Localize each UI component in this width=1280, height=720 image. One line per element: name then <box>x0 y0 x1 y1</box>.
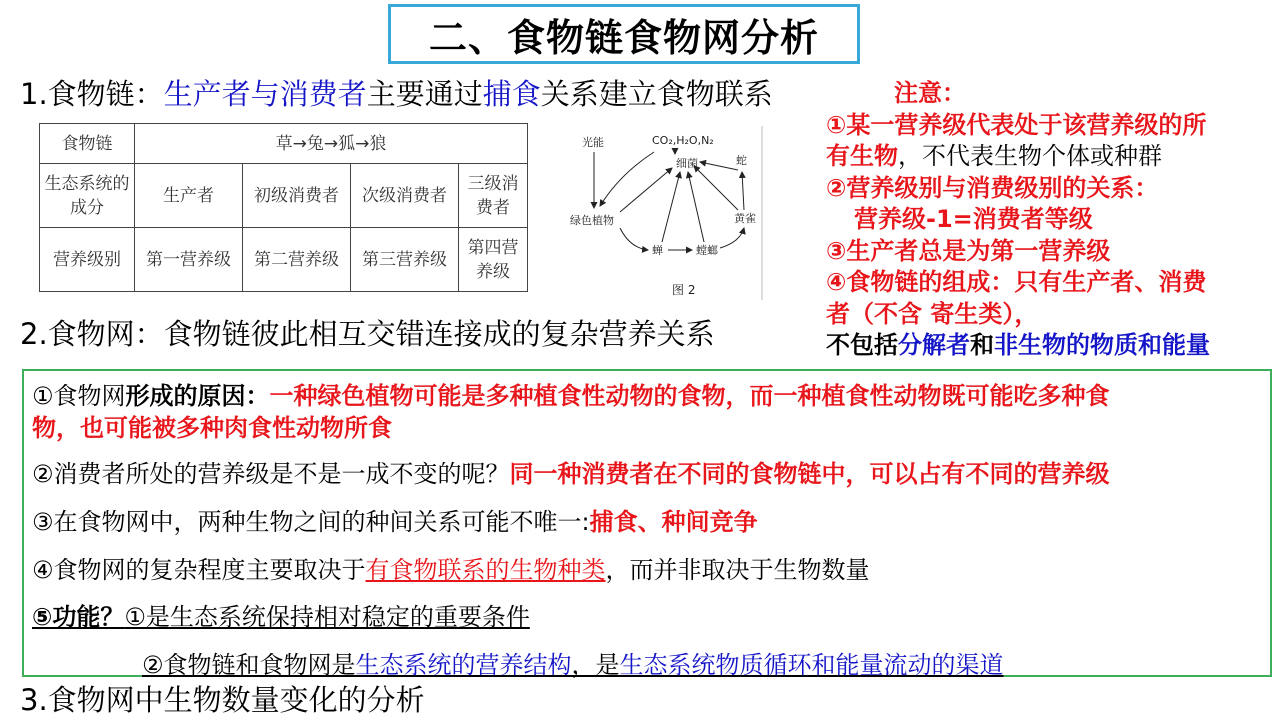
box-p5-a: ⑤功能？ <box>32 603 125 631</box>
predation-term: 捕食 <box>482 77 541 111</box>
table-label-component: 生态系统的成分 <box>40 164 135 228</box>
table-cell: 第三营养级 <box>351 228 459 292</box>
note-4-c: 寄生类） <box>930 299 1015 328</box>
table-label-trophic: 营养级别 <box>40 228 135 292</box>
note-2-a: ②营养级别与消费级别的关系： <box>826 173 1159 202</box>
box-p2-b: 同一种消费者在不同的食物链中，可以占有不同的营养级 <box>509 460 1110 488</box>
diagram-label-bacteria: 细菌 <box>676 157 698 170</box>
note-1-a: ①某一营养级代表 <box>826 110 1015 139</box>
diagram-caption: 图 2 <box>672 283 696 297</box>
box-point-1-line-1 <box>32 376 1110 411</box>
box-p4-a: ④食物网的复杂程度主要取决于 <box>32 556 366 584</box>
box-p3-a: ③在食物网中，两种生物之间的种间关系可能不唯一: <box>32 508 590 536</box>
note-1-line-1 <box>826 110 1266 142</box>
notes-heading: 注意： <box>894 79 966 107</box>
box-p6-a: ②食物链和食物网是 <box>142 651 356 679</box>
note-4-h: 非生物的物质和能量 <box>994 331 1210 359</box>
page-title: 二、食物链食物网分析 <box>388 4 860 64</box>
diagram-arrows <box>594 148 744 250</box>
arrow-mantis-to-bacteria <box>688 172 704 242</box>
table-cell: 第四营养级 <box>459 228 528 292</box>
note-4-d: ， <box>1014 299 1039 328</box>
box-p1-d: 物，也可能被多种肉食性动物所食 <box>32 414 392 442</box>
section-2-prefix: 2.食物网： <box>20 317 164 351</box>
table-cell: 三级消费者 <box>459 164 528 228</box>
box-p6-d: 生态系统物质循环和能量流动的渠道 <box>619 651 1004 679</box>
arrow-plant-to-bacteria <box>620 168 672 212</box>
section-1-mid: 主要通过 <box>366 77 483 111</box>
box-p1-c: 一种绿色植物可能是多种植食性动物的食物，而一种植食性动物既可能吃多种食 <box>269 382 1110 410</box>
arrow-plant-to-cicada <box>620 228 648 250</box>
box-p5-b: ①是生态系统保持相对稳定的重要条件 <box>124 603 530 631</box>
note-2-b: 营养级-1=消费者等级 <box>854 205 1093 233</box>
section-1-rest: 关系建立食物联系 <box>540 77 773 111</box>
diagram-label-snake: 蛇 <box>736 154 747 167</box>
section-1-prefix: 1.食物链： <box>20 77 164 111</box>
table-chain-value: 草→兔→狐→狼 <box>135 124 528 164</box>
table-cell: 生产者 <box>135 164 243 228</box>
box-point-5 <box>32 597 530 632</box>
food-web-info-box <box>22 369 1272 677</box>
arrow-sparrow-to-snake <box>742 172 744 210</box>
box-p6-b: 生态系统的营养结构 <box>355 651 572 679</box>
box-p4-b: 有食物联系的生物种类 <box>365 556 606 584</box>
note-4-line-2 <box>826 299 1266 331</box>
note-1-b: 处于该营养级的所 <box>1014 110 1207 139</box>
note-1-d: ，不代表生物个体或种群 <box>898 142 1162 170</box>
box-point-4 <box>32 550 870 585</box>
arrow-snake-to-bacteria <box>700 162 738 170</box>
section-2-rest: 食物链彼此相互交错连接成的复杂营养关系 <box>163 317 715 351</box>
note-4-e: 不包括 <box>826 331 898 359</box>
arrow-mantis-to-sparrow <box>720 228 744 248</box>
box-p1-a: ①食物网 <box>32 382 126 410</box>
arrow-gas-to-plant <box>600 152 654 206</box>
section-1-heading <box>20 72 773 113</box>
note-4-line-3 <box>826 330 1266 362</box>
table-cell: 次级消费者 <box>351 164 459 228</box>
box-p3-b: 捕食、种间竞争 <box>589 508 758 536</box>
box-p6-c: ，是 <box>571 651 620 679</box>
arrow-cicada-to-bacteria <box>662 172 680 242</box>
diagram-label-sparrow: 黄雀 <box>734 212 756 225</box>
note-1-line-2 <box>826 141 1266 173</box>
arrow-sparrow-to-bacteria <box>694 166 738 210</box>
note-4-b: 者（不含 <box>826 299 922 328</box>
diagram-label-mantis: 螳螂 <box>696 244 718 257</box>
note-1-c: 有生物 <box>826 142 898 170</box>
table-cell: 初级消费者 <box>243 164 351 228</box>
diagram-label-gases: CO₂,H₂O,N₂ <box>652 134 714 147</box>
note-4-g: 和 <box>970 331 994 359</box>
table-cell: 第二营养级 <box>243 228 351 292</box>
section-3-heading: 3.食物网中生物数量变化的分析 <box>20 683 425 717</box>
box-point-6 <box>142 645 1004 680</box>
food-chain-table <box>39 123 528 292</box>
note-4-f: 分解者 <box>898 331 970 359</box>
food-web-diagram <box>560 124 770 302</box>
box-p2-a: ②消费者所处的营养级是不是一成不变的呢？ <box>32 460 510 488</box>
box-point-2 <box>32 454 1110 489</box>
note-3: ③生产者总是为第一营养级 <box>826 236 1111 265</box>
box-p1-b: 形成的原因： <box>125 382 270 410</box>
table-label-food-chain: 食物链 <box>40 124 135 164</box>
box-p4-c: ，而并非取决于生物数量 <box>605 556 870 584</box>
note-4-a: ④食物链的组成：只有生产者、消费 <box>826 268 1207 296</box>
producers-consumers-term: 生产者与消费者 <box>163 77 367 111</box>
table-cell: 第一营养级 <box>135 228 243 292</box>
section-2-heading <box>20 312 715 353</box>
notes-panel <box>826 78 1266 362</box>
diagram-label-plant: 绿色植物 <box>570 214 614 227</box>
diagram-label-cicada: 蝉 <box>652 244 663 257</box>
box-point-3 <box>32 502 758 537</box>
diagram-label-light: 光能 <box>582 136 604 149</box>
